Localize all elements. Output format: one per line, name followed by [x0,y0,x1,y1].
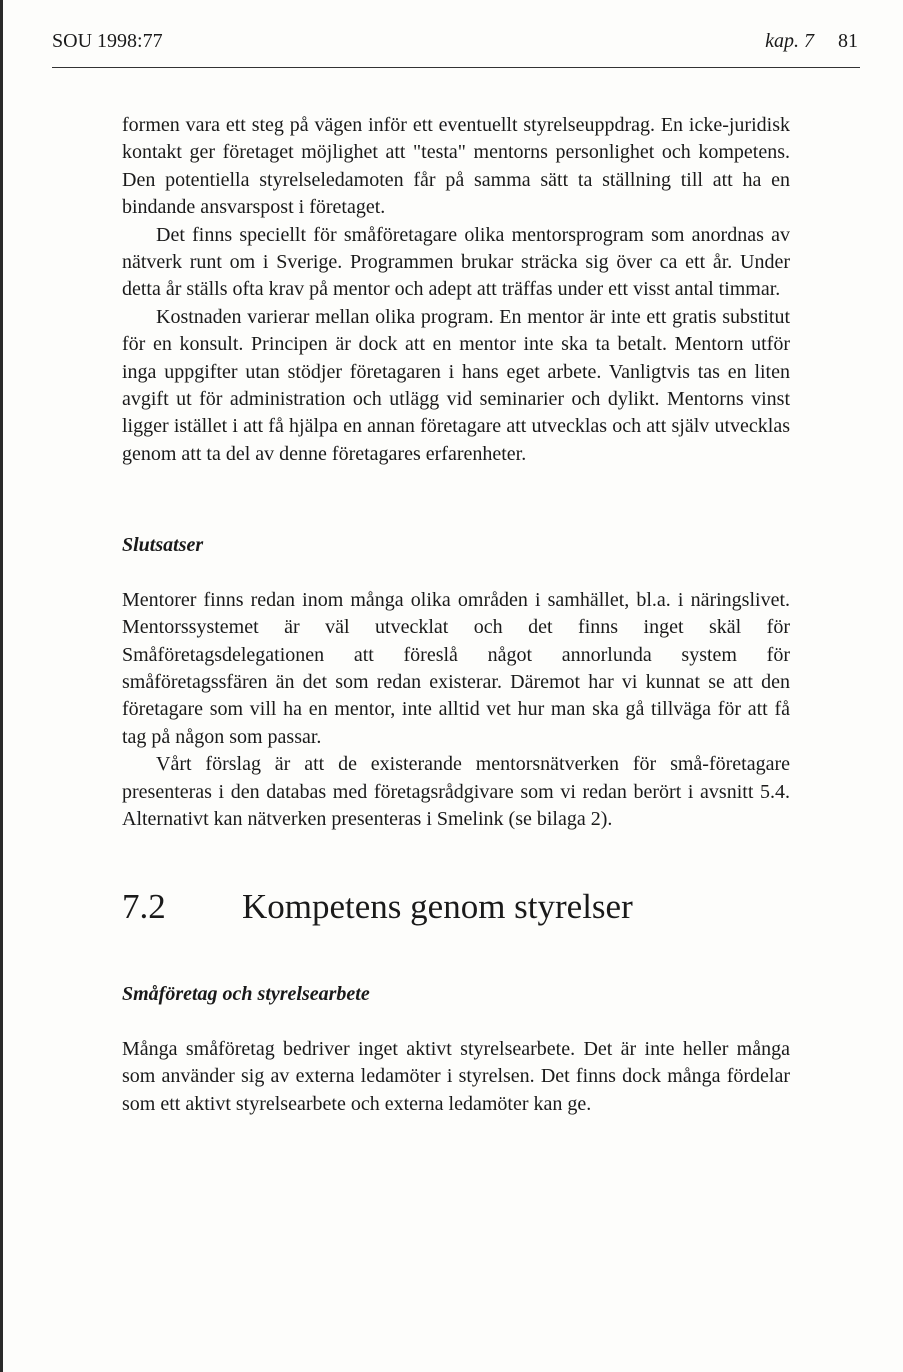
chapter-heading [122,885,790,929]
chapter-number: 7.2 [122,887,166,927]
running-header [52,30,858,60]
section-heading-slutsatser: Slutsatser [122,534,204,557]
paragraph: Kostnaden varierar mellan olika program. En mentor är inte ett gratis substitut för en konsult. Principen är dock att en mentor inte ska ta betalt. Mentorn utför inga uppgifter utan stödjer företagaren i hans eget arbete. Vanligtvis tas en liten avgift ut för administration och utlägg vid seminarier och dylikt. Mentorns vinst ligger istället i att få hjälpa en annan företagare att utvecklas och att själv utvecklas genom att ta del av denne företagares erfarenheter. [122,305,790,465]
paragraph: Mentorer finns redan inom många olika områden i samhället, bl.a. i näringslivet. Mentorssystemet är väl utvecklat och det finns inget skäl för Småföretagsdelegationen att föreslå något annorlunda system för småföretagssfären än det som redan existerar. Däremot har vi kunnat se att den företagare som vill ha en mentor, inte alltid vet hur man ska gå tillväga för att få tag på någon som passar. [122,588,790,748]
header-right [765,30,858,53]
page-body [122,112,790,1118]
paragraph: Vårt förslag är att de existerande mentorsnätverken för små-företagare presenteras i den databas med företagsrådgivare som vi redan berört i avsnitt 5.4. Alternativt kan nätverken presenteras i Smelink (se bilaga 2). [122,753,790,830]
page-edge [0,0,3,1372]
section-heading-smaforetag: Småföretag och styrelsearbete [122,983,370,1006]
paragraph: Det finns speciellt för småföretagare olika mentorsprogram som anordnas av nätverk runt om i Sverige. Programmen brukar sträcka sig över ca ett år. Under detta år ställs ofta krav på mentor och adept att träffas under ett visst antal timmar. [122,223,790,301]
header-rule [52,67,860,68]
report-id: SOU 1998:77 [52,30,163,52]
chapter-title: Kompetens genom styrelser [242,887,633,927]
page-number: 81 [838,30,858,52]
chapter-label: kap. 7 [765,30,814,52]
paragraph: formen vara ett steg på vägen inför ett eventuellt styrelseuppdrag. En icke-juridisk kontakt ger företaget möjlighet att "testa" mentorns personlighet och kompetens. Den potentiella styrelseledamoten får på samma sätt ta ställning till att ha en bindande ansvarspost i företaget. [122,114,790,219]
paragraph: Många småföretag bedriver inget aktivt styrelsearbete. Det är inte heller många som använder sig av externa ledamöter i styrelsen. Det finns dock många fördelar som ett aktivt styrelsearbete och externa ledamöter kan ge. [122,1037,790,1115]
